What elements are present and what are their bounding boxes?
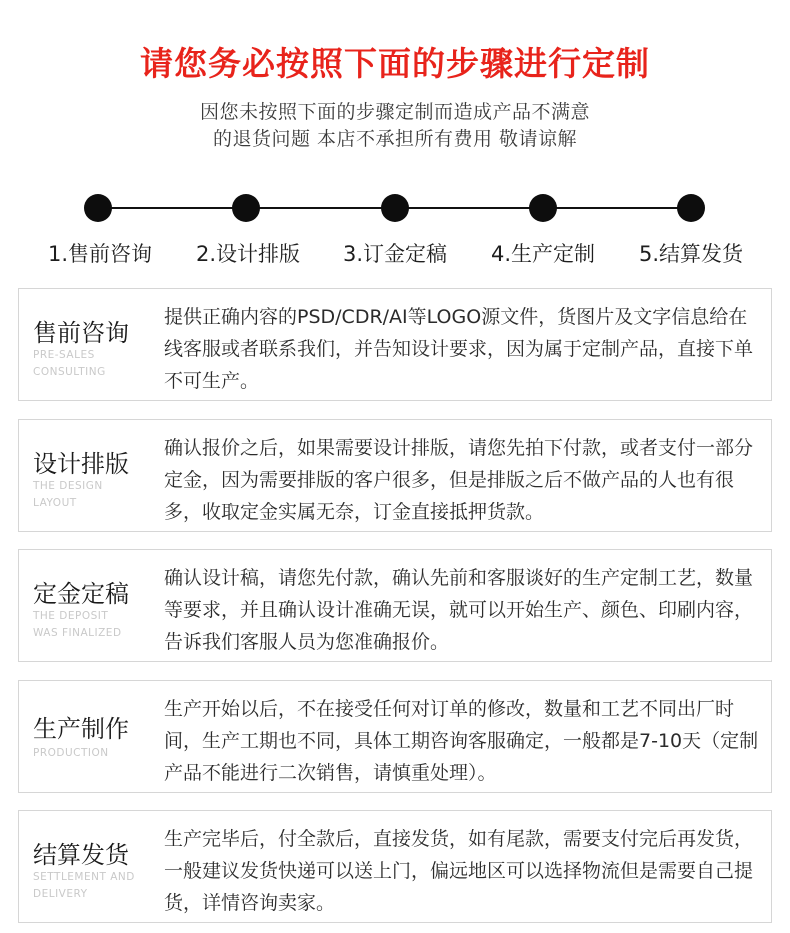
card-body: 确认报价之后，如果需要设计排版，请您先拍下付款，或者支付一部分定金，因为需要排版的客户很多，但是排版之后不做产品的人也有很多，收取定金实属无奈，订金直接抵押货款。 — [164, 437, 754, 523]
card-body: 确认设计稿，请您先付款，确认先前和客服谈好的生产定制工艺，数量等要求，并且确认设计准确无误，就可以开始生产、颜色、印刷内容，告诉我们客服人员为您准确报价。 — [164, 567, 754, 653]
step-2-label: 2.设计排版 — [195, 242, 301, 266]
step-4-dot — [529, 194, 557, 222]
step-1-label: 1.售前咨询 — [47, 242, 153, 266]
card-en-subtitle — [33, 347, 153, 381]
card-en-line-1: SETTLEMENT AND — [33, 871, 135, 883]
card-body: 生产完毕后，付全款后，直接发货，如有尾款，需要支付完后再发货，一般建议发货快递可以送上门，偏远地区可以选择物流但是需要自己提货，详情咨询卖家。 — [164, 828, 754, 914]
card-pre-sales — [18, 288, 772, 401]
card-title: 生产制作 — [33, 715, 129, 743]
card-body: 生产开始以后，不在接受任何对订单的修改，数量和工艺不同出厂时间，生产工期也不同，具体工期咨询客服确定，一般都是7-10天（定制产品不能进行二次销售，请慎重处理）。 — [164, 698, 759, 784]
card-en-line-1: PRE-SALES — [33, 349, 95, 361]
card-en-subtitle — [33, 608, 153, 642]
card-en-line-2: LAYOUT — [33, 497, 77, 509]
card-title: 定金定稿 — [33, 580, 129, 608]
subtitle-line-2: 的退货问题 本店不承担所有费用 敬请谅解 — [212, 128, 578, 150]
subtitle-line-1: 因您未按照下面的步骤定制而造成产品不满意 — [199, 101, 590, 123]
card-body: 提供正确内容的PSD/CDR/AI等LOGO源文件，货图片及文字信息给在线客服或者联系我们，并告知设计要求，因为属于定制产品，直接下单不可生产。 — [164, 306, 754, 392]
card-en-line-2: CONSULTING — [33, 366, 106, 378]
card-en-subtitle — [33, 869, 153, 903]
step-1-dot — [84, 194, 112, 222]
card-production — [18, 680, 772, 793]
step-5-dot — [677, 194, 705, 222]
card-design-layout — [18, 419, 772, 532]
step-3-dot — [381, 194, 409, 222]
step-4-label: 4.生产定制 — [490, 242, 596, 266]
step-2-dot — [232, 194, 260, 222]
step-5-label: 5.结算发货 — [638, 242, 744, 266]
card-title: 售前咨询 — [33, 319, 129, 347]
card-en-subtitle — [33, 745, 153, 762]
card-en-subtitle — [33, 478, 153, 512]
card-en-line-1: THE DESIGN — [33, 480, 103, 492]
card-title: 结算发货 — [33, 841, 129, 869]
card-title: 设计排版 — [33, 450, 129, 478]
page-title: 请您务必按照下面的步骤进行定制 — [140, 44, 650, 83]
card-settlement — [18, 810, 772, 923]
card-en-line-1: THE DEPOSIT — [33, 610, 109, 622]
step-3-label: 3.订金定稿 — [342, 242, 448, 266]
card-deposit — [18, 549, 772, 662]
card-en-line-2: WAS FINALIZED — [33, 627, 122, 639]
card-en-line-1: PRODUCTION — [33, 747, 109, 759]
card-en-line-2: DELIVERY — [33, 888, 88, 900]
